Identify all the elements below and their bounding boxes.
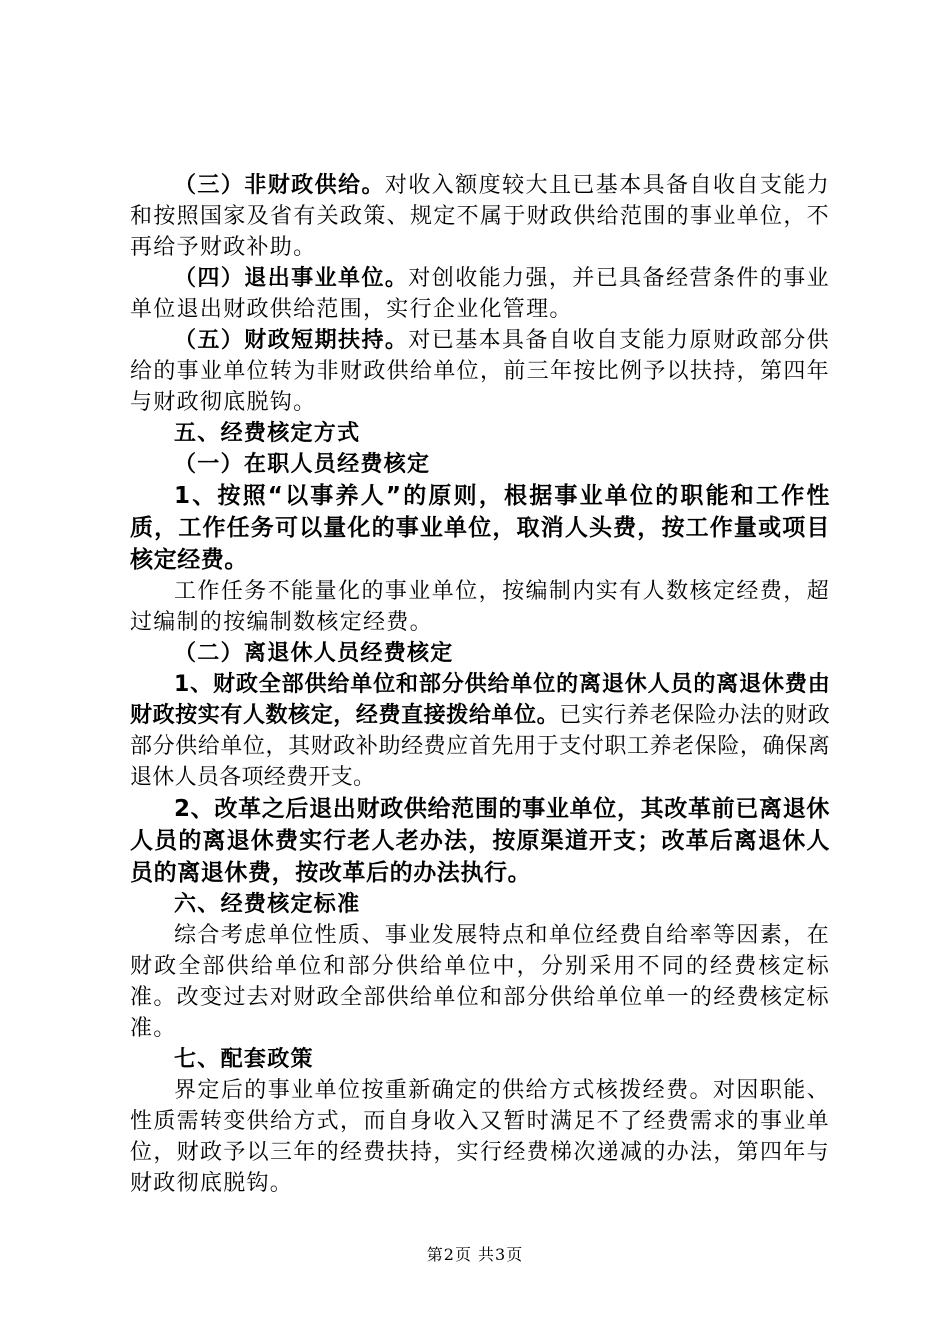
paragraph-text: 界定后的事业单位按重新确定的供给方式核拨经费。对因职能、性质需转变供给方式，而自身收入又暂时满足不了经费需求的事业单位，财政予以三年的经费扶持，实行经费梯次递减的办法，第四年与财政彻底脱钩。 xyxy=(130,1078,830,1196)
paragraph-non-quantifiable xyxy=(130,576,830,638)
heading-text: 五、经费核定方式 xyxy=(174,421,361,446)
paragraph-non-fiscal-supply xyxy=(130,170,830,263)
paragraph-text: 对创收能力强，并已具备经营条件的事业单位退出财政供给范围，实行企业化管理。 xyxy=(130,266,830,322)
paragraph-text: 对已基本具备自收自支能力原财政部分供给的事业单位转为非财政供给单位，前三年按比例予以扶持，第四年与财政彻底脱钩。 xyxy=(130,328,830,415)
document-body xyxy=(130,170,830,1199)
paragraph-text: 已实行养老保险办法的财政部分供给单位，其财政补助经费应首先用于支付职工养老保险，确保离退休人员各项经费开支。 xyxy=(130,703,831,790)
page-number-footer: 第2页 共3页 xyxy=(426,1245,524,1264)
subsection-heading-5-2 xyxy=(130,638,830,669)
paragraph-text: 综合考虑单位性质、事业发展特点和单位经费自给率等因素，在财政全部供给单位和部分供给单位中，分别采用不同的经费核定标准。改变过去对财政全部供给单位和部分供给单位单一的经费核定标准。 xyxy=(130,923,830,1041)
paragraph-lead: （四）退出事业单位。 xyxy=(174,266,409,291)
paragraph-lead: 2、改革之后退出财政供给范围的事业单位，其改革前已离退休人员的离退休费实行老人老办法，按原渠道开支；改革后离退休人员的离退休费，按改革后的办法执行。 xyxy=(130,796,830,886)
paragraph-5-2-item-2 xyxy=(130,793,830,889)
heading-text: 七、配套政策 xyxy=(174,1047,314,1072)
section-heading-6 xyxy=(130,889,830,920)
heading-text: （一）在职人员经费核定 xyxy=(174,452,431,477)
paragraph-text: 对收入额度较大且已基本具备自收自支能力和按照国家及省有关政策、规定不属于财政供给范围的事业单位，不再给予财政补助。 xyxy=(130,173,831,260)
paragraph-exit-public-institution xyxy=(130,263,830,325)
paragraph-5-2-item-1 xyxy=(130,669,830,793)
paragraph-lead: 1、按照“以事养人”的原则，根据事业单位的职能和工作性质，工作任务可以量化的事业单位，取消人头费，按工作量或项目核定经费。 xyxy=(130,483,830,573)
paragraph-lead: （五）财政短期扶持。 xyxy=(174,328,409,353)
paragraph-short-term-support xyxy=(130,325,830,418)
paragraph-text: 工作任务不能量化的事业单位，按编制内实有人数核定经费，超过编制的按编制数核定经费。 xyxy=(130,579,830,635)
paragraph-supporting-policy xyxy=(130,1075,830,1199)
paragraph-5-1-item-1 xyxy=(130,480,830,576)
heading-text: （二）离退休人员经费核定 xyxy=(174,641,454,666)
section-heading-7 xyxy=(130,1044,830,1075)
paragraph-lead: （三）非财政供给。 xyxy=(174,173,385,198)
heading-text: 六、经费核定标准 xyxy=(174,892,361,917)
subsection-heading-5-1 xyxy=(130,449,830,480)
paragraph-funding-standards xyxy=(130,920,830,1044)
paragraph-lead: 1、财政全部供给单位和部分供给单位的离退休人员的离退休费由财政按实有人数核定，经费直接拨给单位。 xyxy=(130,672,830,728)
section-heading-5 xyxy=(130,418,830,449)
